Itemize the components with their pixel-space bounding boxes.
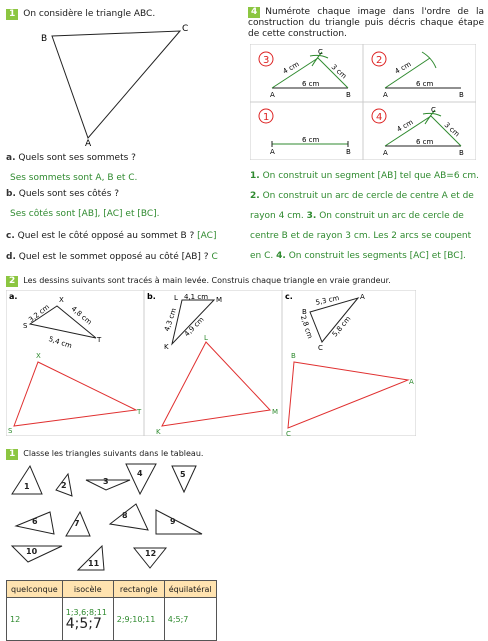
- svg-text:a.: a.: [9, 292, 18, 301]
- triangle-4-label: 4: [137, 469, 143, 478]
- svg-text:B: B: [459, 149, 464, 157]
- triangle-12-label: 12: [145, 549, 157, 558]
- classification-table: [6, 580, 217, 641]
- ex-class-header: [6, 449, 203, 460]
- svg-text:B: B: [346, 91, 351, 99]
- svg-text:5,3 cm: 5,3 cm: [314, 293, 341, 307]
- triangle-2-label: 2: [61, 481, 67, 490]
- svg-text:c.: c.: [285, 292, 293, 301]
- answer-d[interactable]: C: [211, 252, 218, 262]
- header-rectangle: rectangle: [113, 581, 164, 598]
- svg-text:4 cm: 4 cm: [395, 118, 415, 134]
- header-quelconque: quelconque: [7, 581, 63, 598]
- ex2-header: [6, 276, 391, 287]
- svg-text:M: M: [272, 408, 279, 416]
- svg-text:C: C: [431, 106, 436, 114]
- triangle-3-label: 3: [103, 477, 109, 486]
- triangle-9-label: 9: [170, 517, 176, 526]
- ex2-figures: [6, 290, 416, 436]
- isocele-answer: 1;3,6;8;11: [65, 607, 107, 617]
- ex1-title: On considère le triangle ABC.: [23, 9, 156, 19]
- question-d: d. Quel est le sommet opposé au côté [AB] ? C: [6, 252, 218, 262]
- ex4-title: Numérote chaque image dans l'ordre de la construction du triangle puis décris chaque étape de cette construction.: [248, 7, 484, 39]
- svg-text:4: 4: [376, 112, 383, 123]
- svg-text:X: X: [36, 352, 41, 360]
- svg-text:3 cm: 3 cm: [442, 120, 461, 139]
- svg-text:4 cm: 4 cm: [281, 60, 301, 76]
- svg-text:K: K: [164, 343, 169, 351]
- svg-text:B: B: [346, 148, 351, 156]
- svg-text:B: B: [291, 352, 296, 360]
- svg-text:C: C: [286, 430, 291, 436]
- svg-text:A: A: [409, 378, 414, 386]
- triangle-6-label: 6: [32, 517, 38, 526]
- svg-text:4,3 cm: 4,3 cm: [163, 307, 179, 333]
- triangle-5-label: 5: [180, 470, 186, 479]
- svg-text:T: T: [137, 408, 142, 416]
- ex-class-title: Classe les triangles suivants dans le tableau.: [23, 449, 204, 458]
- triangle-1-label: 1: [24, 482, 30, 491]
- ex2-title: Les dessins suivants sont tracés à main levée. Construis chaque triangle en vraie grandeur.: [23, 276, 391, 285]
- ex-class-number: 1: [6, 449, 18, 460]
- construction-panels: [250, 44, 476, 160]
- svg-text:2,8 cm: 2,8 cm: [298, 314, 314, 340]
- svg-text:5,8 cm: 5,8 cm: [330, 314, 353, 339]
- answer-a[interactable]: Ses sommets sont A, B et C.: [10, 173, 138, 183]
- cell-quelconque[interactable]: 12: [7, 598, 63, 641]
- svg-text:C: C: [318, 48, 323, 56]
- ex4-header: [248, 7, 484, 40]
- svg-text:4,1 cm: 4,1 cm: [184, 293, 209, 301]
- cell-rectangle[interactable]: 2;9;10;11: [113, 598, 164, 641]
- header-isocele: isocèle: [62, 581, 113, 598]
- svg-text:C: C: [318, 344, 323, 352]
- question-a: a. Quels sont ses sommets ?: [6, 153, 136, 163]
- svg-text:2: 2: [376, 55, 383, 66]
- svg-text:S: S: [8, 427, 13, 435]
- answer-c[interactable]: [AC]: [197, 231, 217, 241]
- triangle-10-label: 10: [26, 547, 38, 556]
- ex2-number: 2: [6, 276, 18, 287]
- svg-text:M: M: [216, 296, 223, 304]
- cell-equilateral[interactable]: 4;5;7: [164, 598, 216, 641]
- figure-b: [147, 292, 278, 436]
- triangles-to-classify: [6, 460, 216, 578]
- vertex-c-label: C: [182, 24, 189, 34]
- answer-b[interactable]: Ses côtés sont [AB], [AC] et [BC].: [10, 209, 160, 219]
- svg-text:A: A: [270, 91, 275, 99]
- cell-isocele[interactable]: [62, 598, 113, 641]
- question-c: c. Quel est le côté opposé au sommet B ? [AC]: [6, 231, 217, 241]
- panel-bottom-right: [372, 106, 464, 157]
- svg-text:4,9 cm: 4,9 cm: [182, 315, 206, 339]
- svg-text:A: A: [360, 293, 365, 301]
- triangle-abc-figure: [20, 18, 220, 148]
- svg-text:3,2 cm: 3,2 cm: [27, 302, 52, 325]
- vertex-b-label: B: [41, 34, 48, 44]
- triangle-7-label: 7: [74, 519, 80, 528]
- handwritten-answer: 4;5;7: [65, 615, 102, 632]
- svg-text:T: T: [97, 336, 102, 344]
- svg-text:X: X: [59, 296, 64, 304]
- svg-text:S: S: [23, 322, 28, 330]
- svg-text:5,4 cm: 5,4 cm: [47, 335, 73, 351]
- figure-c: [285, 292, 414, 436]
- figure-a: [8, 292, 142, 435]
- svg-text:A: A: [383, 149, 388, 157]
- panel-top-left: [259, 48, 351, 99]
- vertex-a-label: A: [85, 139, 92, 148]
- svg-text:B: B: [302, 308, 307, 316]
- question-b: b. Quels sont ses côtés ?: [6, 189, 120, 199]
- triangle-11-label: 11: [88, 559, 100, 568]
- ex4-answers[interactable]: 1. On construit un segment [AB] tel que AB=6 cm. 2. On construit un arc de cercle de centre A et de rayon 4 cm. 3. On construit un arc de cercle de centre B et de rayon 3 cm. Les 2 arcs se coupent en C. 4. On construit les segments [AC] et [BC].: [250, 171, 479, 261]
- svg-text:b.: b.: [147, 292, 156, 301]
- panel-bottom-left: [259, 109, 351, 156]
- header-equilateral: équilatéral: [164, 581, 216, 598]
- svg-text:6 cm: 6 cm: [302, 136, 320, 144]
- svg-text:4,8 cm: 4,8 cm: [69, 304, 94, 327]
- svg-text:3 cm: 3 cm: [329, 62, 348, 81]
- svg-text:L: L: [204, 334, 208, 342]
- svg-text:3: 3: [263, 55, 270, 66]
- svg-text:6 cm: 6 cm: [416, 138, 434, 146]
- ex4-number: 4: [248, 7, 260, 18]
- svg-text:A: A: [383, 91, 388, 99]
- svg-text:6 cm: 6 cm: [302, 80, 320, 88]
- triangle-8-label: 8: [122, 511, 128, 520]
- svg-text:L: L: [174, 294, 178, 302]
- panel-top-right: [372, 52, 464, 99]
- svg-text:6 cm: 6 cm: [416, 80, 434, 88]
- svg-text:4 cm: 4 cm: [393, 60, 413, 76]
- svg-text:K: K: [156, 428, 161, 436]
- svg-text:1: 1: [263, 112, 270, 123]
- svg-text:B: B: [459, 91, 464, 99]
- svg-text:A: A: [270, 148, 275, 156]
- ex1-number: 1: [6, 9, 18, 20]
